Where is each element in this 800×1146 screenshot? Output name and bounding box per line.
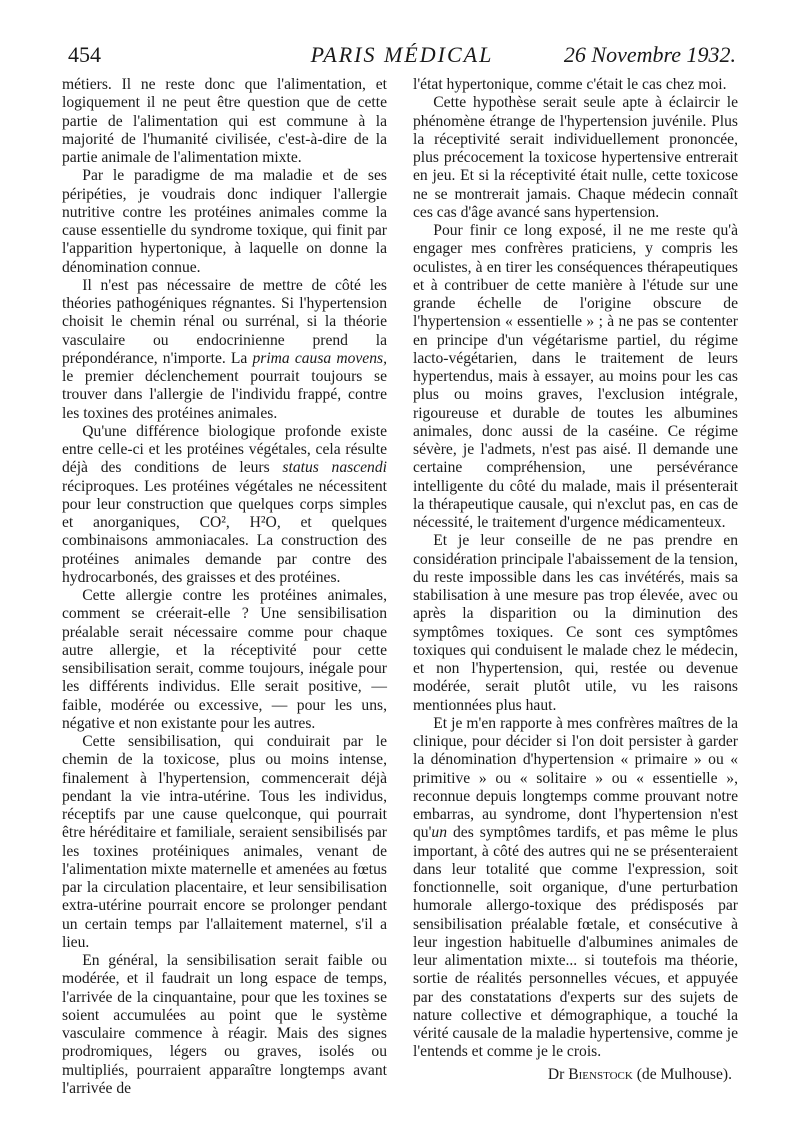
issue-date: 26 Novembre 1932. bbox=[563, 42, 736, 67]
paragraph: l'état hypertonique, comme c'était le cas chez moi. bbox=[413, 76, 727, 93]
paragraph: Cette hypothèse serait seule apte à éclaircir le phénomène étrange de l'hypertension juvénile. Plus la réceptivité serait individuellement prononcée, plus précocement la toxicose hypertensive entrerait en jeu. Et si la réceptivité était nulle, cette toxicose ne se montrerait jamais. Chaque médecin connaît ces cas d'âge avancé sans hypertension. bbox=[413, 94, 738, 221]
italic-phrase: status nascendi bbox=[282, 459, 387, 477]
paragraph: Pour finir ce long exposé, il ne me reste qu'à engager mes confrères praticiens, y compris les oculistes, à en tirer les conséquences thérapeutiques et à contribuer de cette manière à l'étude sur une grande échelle de l'origine obscure de l'hypertension « essentielle » ; à ne pas se contenter en principe d'un végétarisme partiel, du régime lacto-végétarien, dans le traitement de leurs hypertendus, mais à essayer, au moins pour les cas plus ou moins graves, l'exclusion intégrale, rigoureuse et durable de toutes les albumines animales, donc aussi de la caséine. Ce régime sévère, je l'admets, n'est pas aisé. Il demande une certaine compréhension, une persévérance intelligente du côté du malade, mais il présenterait la thérapeutique causale, qui n'exclut pas, en cas de nécessité, le traitement d'urgence médicamenteux. bbox=[413, 222, 738, 531]
italic-phrase: prima causa movens, bbox=[252, 349, 387, 367]
author-name: Bienstock bbox=[568, 1065, 633, 1083]
italic-phrase: un bbox=[431, 824, 447, 842]
paragraph: En général, la sensibilisation serait faible ou modérée, et il faudrait un long espace de temps, l'arrivée de la cinquantaine, pour que les toxines se soient accumulées au point que le système vasculaire commence à réagir. Mais des signes prodromiques, légers ou graves, isolés ou multipliés, pourraient apparaître longtemps avant l'arrivée de bbox=[62, 952, 387, 1097]
left-column bbox=[62, 76, 387, 1098]
paragraph bbox=[413, 715, 738, 1062]
page-number: 454 bbox=[68, 42, 101, 67]
paragraph bbox=[62, 423, 387, 587]
text-run: Qu'une différence biologique profonde existe entre celle-ci et les protéines végétales, cela résulte déjà des conditions de leurs bbox=[62, 422, 387, 477]
paragraph: Cette allergie contre les protéines animales, comment se créerait-elle ? Une sensibilisation préalable serait nécessaire comme pour chaque autre allergie, et la réceptivité pour cette sensibilisation serait, comme toujours, inégale pour les différents individus. Elle serait positive, — faible, modérée ou excessive, — pour les uns, négative et non existante pour les autres. bbox=[62, 587, 387, 732]
author-signature bbox=[413, 1066, 738, 1084]
paragraph: Cette sensibilisation, qui conduirait par le chemin de la toxicose, plus ou moins intense, finalement à l'hypertension, commencerait déjà pendant la vie intra-utérine. Tous les individus, réceptifs par une cause quelconque, qui pourrait être héréditaire et familiale, seraient sensibilisés par les toxines protéiniques animales, venant de l'alimentation mixte maternelle et amenées au fœtus par la circulation placentaire, et leur sensibilisation extra-utérine pourrait encore se prolonger pendant un certain temps par l'allaitement maternel, s'il a lieu. bbox=[62, 733, 387, 951]
paragraph: Par le paradigme de ma maladie et de ses péripéties, je voudrais donc indiquer l'allergie nutritive contre les protéines animales comme la cause essentielle du syndrome toxique, qui finit par l'apparition hypertonique, à laquelle on donne la dénomination connue. bbox=[62, 167, 387, 276]
paragraph: métiers. Il ne reste donc que l'alimentation, et logiquement il ne peut être question que de cette partie de l'alimentation qui est commune à la majorité de l'humanité civilisée, c'est-à-dire de la partie animale de l'alimentation mixte. bbox=[62, 76, 387, 166]
paragraph: Et je leur conseille de ne pas prendre en considération principale l'abaissement de la tension, du reste impossible dans les cas invétérés, mais sa stabilisation à une mesure pas trop élevée, avec ou après la disparition ou la diminution des symptômes toxiques. Ce sont ces symptômes toxiques qui conduisent le malade chez le médecin, et non l'hypertension, qui, restée ou devenue modérée, serait plutôt utile, vu les raisons mentionnées plus haut. bbox=[413, 532, 738, 714]
author-title: Dr bbox=[547, 1065, 565, 1083]
paragraph bbox=[62, 277, 387, 423]
text-run: Il n'est pas nécessaire de mettre de côté les théories pathogéniques régnantes. Si l'hypertension choisit le chemin rénal ou surrénal, si la théorie vasculaire ou endocrinienne prend la prépondérance, n'importe. La bbox=[62, 276, 387, 367]
author-place: (de Mulhouse). bbox=[636, 1065, 732, 1083]
text-run: réciproques. Les protéines végétales ne nécessitent pour leur construction que quelques corps simples et anorganiques, CO², H²O, et quelques combinaisons ammoniacales. La construction des protéines animales demande par contre des hydrocarbonés, des graisses et des protéines. bbox=[62, 477, 387, 586]
journal-title: PARIS MÉDICAL bbox=[310, 42, 494, 67]
text-run: Et je m'en rapporte à mes confrères maîtres de la clinique, pour décider si l'on doit persister à garder la dénomination d'hypertension « primaire » ou « primitive » ou « solitaire » ou « essentielle », reconnue depuis longtemps comme prouvant notre embarras, au syndrome, dont l'hypertension n'est qu' bbox=[413, 714, 738, 842]
right-column bbox=[413, 76, 738, 1084]
page-header bbox=[68, 42, 736, 72]
text-run: le premier déclenchement pourrait toujours se trouver dans l'allergie de l'individu frappé, contre les toxines des protéines animales. bbox=[62, 368, 387, 422]
text-run: des symptômes tardifs, et pas même le plus important, à côté des autres qui ne se présenteraient dans leur totalité que comme l'expression, soit fonctionnelle, soit organique, d'une perturbation humorale allergo-toxique des prédisposés par sensibilisation préalable fœtale, et consécutive à leur ingestion habituelle d'albumines animales de leur alimentation mixte... si toutefois ma théorie, sortie de réalités personnelles vécues, et appuyée par des constatations d'experts sur des sujets de nature collective et démographique, a touché la vérité causale de la maladie hypertensive, comme je l'entends et comme je le crois. bbox=[413, 824, 738, 1061]
